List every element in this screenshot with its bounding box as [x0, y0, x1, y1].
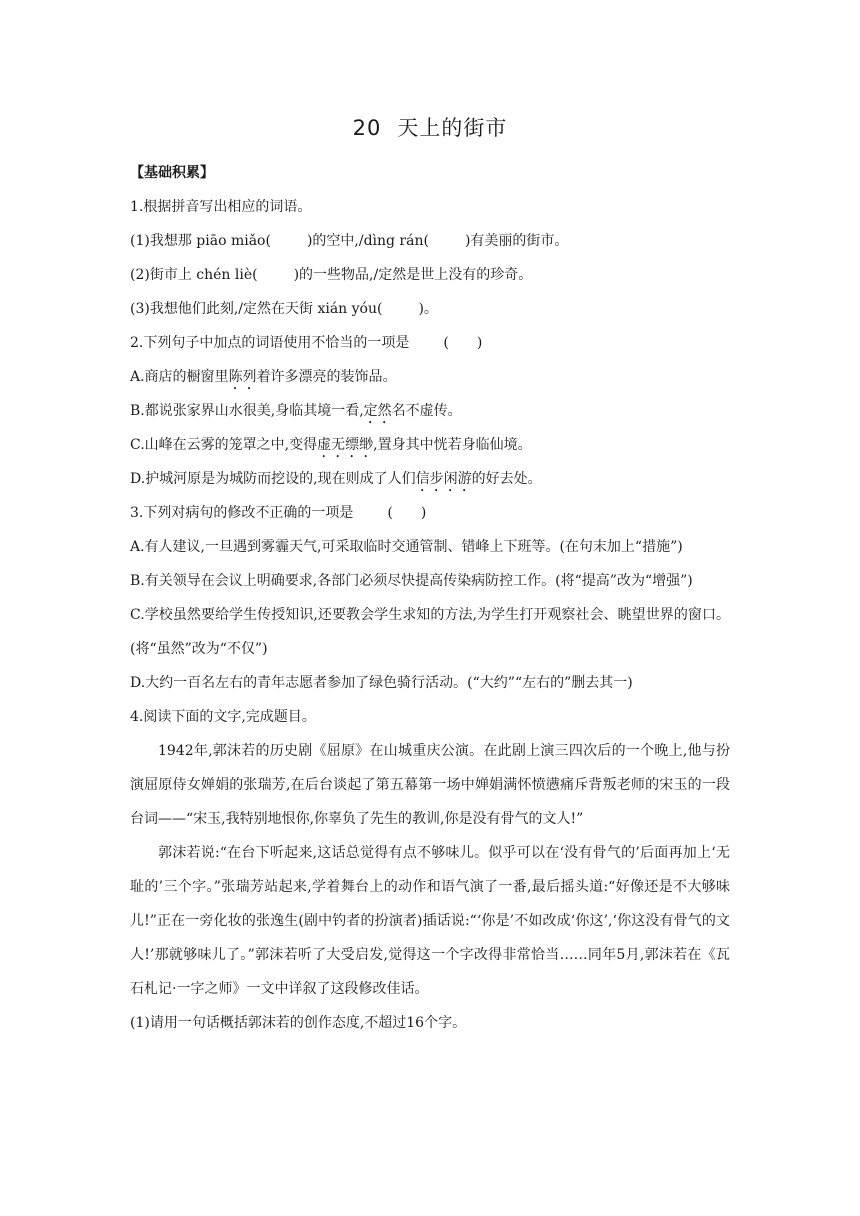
dotted-word: 陈列: [228, 369, 257, 385]
page-title: [0, 112, 860, 142]
q4-stem: 4.阅读下面的文字,完成题目。: [130, 709, 316, 725]
q3-option-b: B.有关领导在会议上明确要求,各部门必须尽快提高传染病防控工作。(将“提高”改为“增强”): [130, 573, 693, 589]
reading-paragraph-2: 郭沫若说:“在台下听起来,这话总觉得有点不够味儿。似乎可以在‘没有骨气的’后面再加上‘无耻的’三个字。”张瑞芳站起来,学着舞台上的动作和语气演了一番,最后摇头道:“好像还是不大够味儿!”正在一旁化妆的张逸生(剧中钓者的扮演者)插话说:“‘你是’不如改成‘你这’,‘你这没有骨气的文人!’那就够味儿了。”郭沫若听了大受启发,觉得这一个字改得非常恰当……同年5月,郭沫若在《瓦石札记·一字之师》一文中详叙了这段修改佳话。: [130, 845, 730, 997]
q1-item-3: (3)我想他们此刻,/定然在天街 xián yóu( )。: [130, 301, 438, 317]
reading-paragraph-1: 1942年,郭沫若的历史剧《屈原》在山城重庆公演。在此剧上演三四次后的一个晚上,他与扮演屈原侍女婵娟的张瑞芳,在后台谈起了第五幕第一场中婵娟满怀愤懑痛斥背叛老师的宋玉的一段台词——“宋玉,我特别地恨你,你辜负了先生的教训,你是没有骨气的文人!”: [130, 743, 730, 827]
dotted-word: 虚无缥缈: [317, 437, 374, 453]
q2-option-d: D.护城河原是为城防而挖设的,现在则成了人们信步闲游的好去处。: [130, 471, 542, 487]
section-heading: 【基础积累】: [130, 165, 214, 181]
dotted-word: 信步闲游: [415, 471, 472, 487]
q3-option-c: C.学校虽然要给学生传授知识,还要教会学生求知的方法,为学生打开观察社会、眺望世界的窗口。(将“虽然”改为“不仅”): [130, 607, 730, 657]
q2-option-c: C.山峰在云雾的笼罩之中,变得虚无缥缈,置身其中恍若身临仙境。: [130, 437, 532, 453]
lesson-number: 20: [352, 116, 382, 140]
q3-option-a: A.有人建议,一旦遇到雾霾天气,可采取临时交通管制、错峰上下班等。(在句末加上“措施”): [130, 539, 683, 555]
q2-option-a: A.商店的橱窗里陈列着许多漂亮的装饰品。: [130, 369, 397, 385]
q2-stem: 2.下列句子中加点的词语使用不恰当的一项是 ( ): [130, 335, 483, 351]
dotted-word: 定然: [363, 403, 392, 419]
q1-item-2: (2)街市上 chén liè( )的一些物品,/定然是世上没有的珍奇。: [130, 267, 533, 283]
q1-stem: 1.根据拼音写出相应的词语。: [130, 199, 312, 215]
q3-stem: 3.下列对病句的修改不正确的一项是 ( ): [130, 505, 427, 521]
q1-item-1: (1)我想那 piāo miǎo( )的空中,/dìng rán( )有美丽的街市。: [130, 233, 569, 249]
worksheet-content: [130, 156, 730, 1040]
q4-subquestion-1: (1)请用一句话概括郭沫若的创作态度,不超过16个字。: [130, 1015, 467, 1031]
q3-option-d: D.大约一百名左右的青年志愿者参加了绿色骑行活动。(“大约”“左右的”删去其一): [130, 675, 633, 691]
lesson-title: 天上的街市: [397, 116, 508, 140]
q2-option-b: B.都说张家界山水很美,身临其境一看,定然名不虚传。: [130, 403, 462, 419]
